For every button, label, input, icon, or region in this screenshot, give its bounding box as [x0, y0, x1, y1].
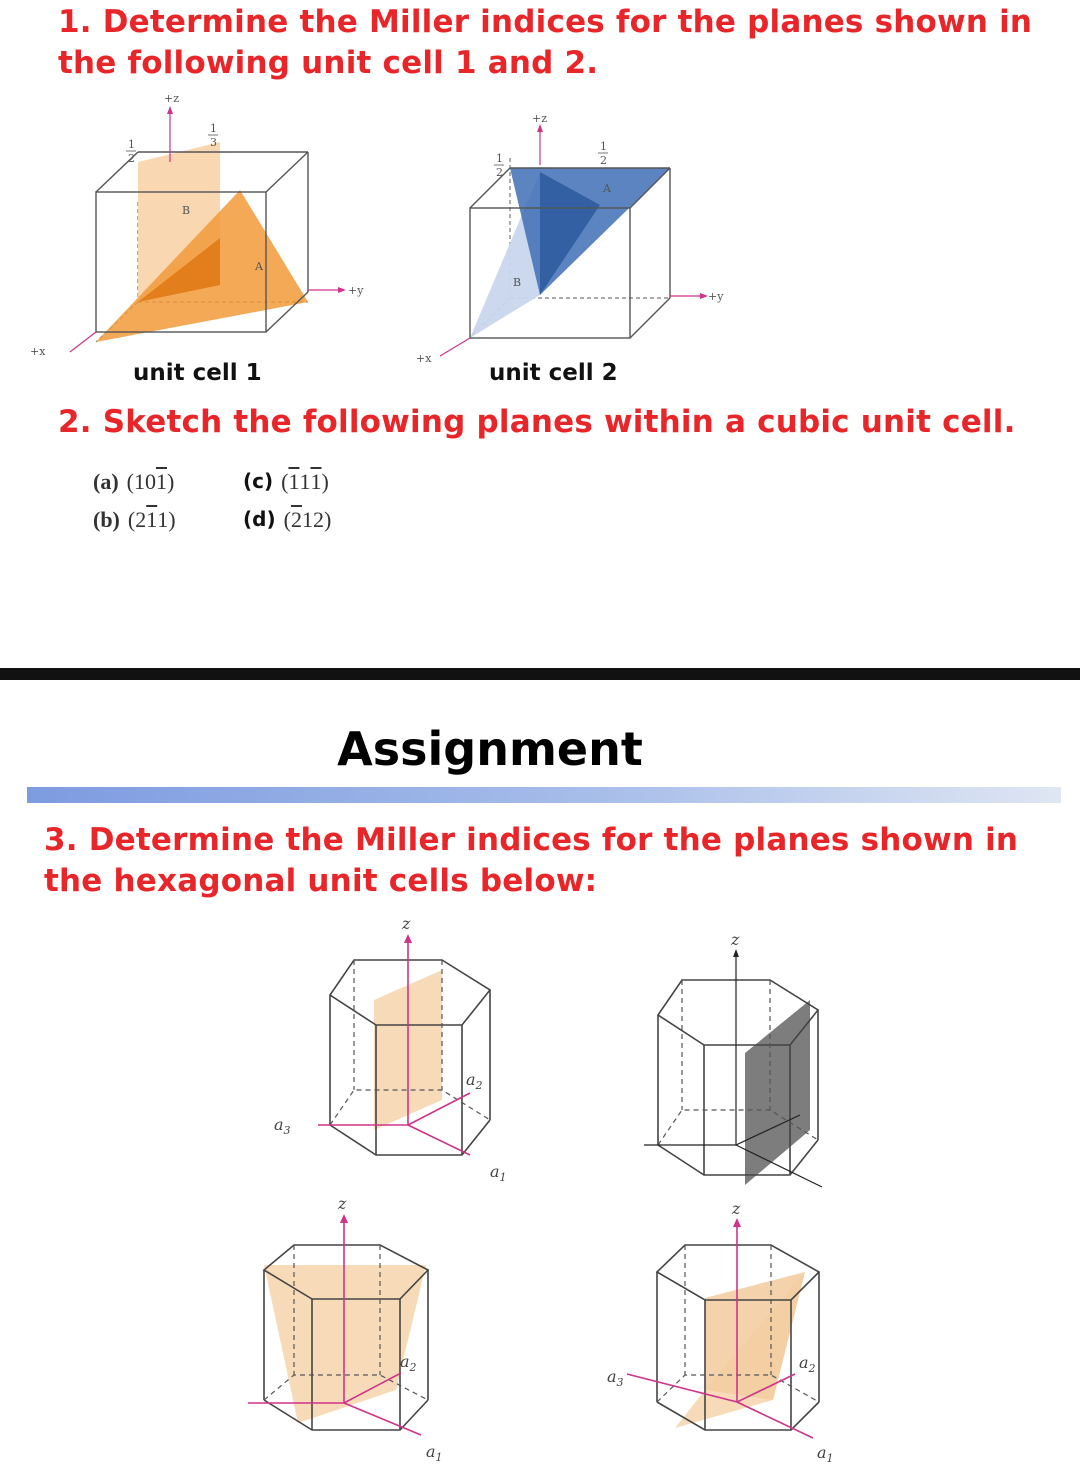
unit-cell-1-label: unit cell 1: [133, 360, 262, 386]
hex-cell-3-figure: [236, 1195, 476, 1465]
z-axis-label: z: [402, 915, 411, 933]
assignment-heading: Assignment: [337, 722, 643, 776]
plane-row: [93, 463, 393, 501]
y-axis-arrow: [700, 293, 708, 299]
fraction-third-num: 1: [210, 122, 217, 135]
fraction-half-num: 1: [128, 138, 135, 151]
x-axis-line: [70, 332, 96, 352]
z-axis-label: +z: [164, 92, 180, 105]
unit-cell-2-label: unit cell 2: [489, 360, 618, 386]
fraction-half-num: 1: [496, 152, 503, 165]
question-2-title: 2. Sketch the following planes within a cubic unit cell.: [58, 404, 1016, 440]
z-axis-arrow: [404, 934, 412, 943]
a2-axis-label: $a_2$: [466, 1070, 483, 1092]
plane-row: [93, 501, 393, 539]
plane-a-label: A: [255, 260, 263, 273]
fraction-half-den: 2: [496, 166, 503, 179]
z-axis-arrow: [167, 106, 173, 114]
z-axis-label: z: [731, 935, 740, 949]
x-axis-line: [440, 338, 470, 356]
a1-axis-label: $a_1$: [817, 1443, 834, 1465]
a3-axis-label: $a_3$: [274, 1115, 291, 1137]
plane-item-c: (c) ( 1 1 1 ): [243, 469, 329, 494]
unit-cell-2-figure: [410, 110, 740, 370]
question-3-title-line1: 3. Determine the Miller indices for the planes shown in: [44, 822, 1019, 858]
unit-cell-1-figure: [30, 90, 390, 380]
plane-list: [93, 463, 393, 539]
plane-item-a: (a) (1 0 1 ): [93, 469, 175, 494]
z-axis-arrow: [340, 1214, 348, 1223]
question-3-title: [44, 820, 1018, 902]
z-axis-arrow: [733, 1218, 741, 1227]
plane-b-label: B: [513, 276, 522, 289]
hex-cell-2-figure: [600, 935, 860, 1195]
hex-plane-shape-top: [705, 1272, 805, 1400]
plane-item-b: (b) (2 1 1): [93, 507, 176, 532]
question-1-title: [58, 2, 1032, 84]
question-1-title-line1: 1. Determine the Miller indices for the planes shown in: [58, 4, 1033, 40]
z-axis-label: z: [338, 1195, 347, 1213]
plane-a-label: A: [603, 182, 611, 195]
hex-plane-shape: [745, 1000, 810, 1185]
a2-axis-label: $a_2$: [400, 1352, 417, 1374]
hex-cell-4-figure: [605, 1200, 845, 1465]
y-axis-label: +y: [348, 284, 364, 297]
fraction-half-num-2: 1: [600, 140, 607, 153]
a3-axis-label: $a_3$: [607, 1367, 624, 1389]
plane-item-d: (d) ( 2 12): [243, 507, 332, 532]
hex-plane-shape: [264, 1265, 426, 1423]
z-axis-arrow: [733, 949, 739, 957]
accent-bar: [27, 787, 1061, 803]
fraction-third-den: 3: [210, 136, 217, 149]
x-axis-label: +x: [416, 352, 432, 365]
section-divider: [0, 668, 1080, 680]
z-axis-label: z: [732, 1200, 741, 1218]
x-axis-label: +x: [30, 345, 46, 358]
a1-axis-label: $a_1$: [426, 1442, 443, 1464]
y-axis-label: +y: [708, 290, 724, 303]
a1-axis-line: [408, 1125, 470, 1155]
question-3-title-line2: the hexagonal unit cells below:: [44, 863, 598, 899]
y-axis-arrow: [338, 287, 346, 293]
z-axis-label: +z: [532, 112, 548, 125]
plane-b-label: B: [182, 204, 191, 217]
fraction-half-den: 2: [128, 152, 135, 165]
question-1-title-line2: the following unit cell 1 and 2.: [58, 45, 599, 81]
fraction-half-den-2: 2: [600, 154, 607, 167]
a2-axis-label: $a_2$: [799, 1353, 816, 1375]
hex-cell-1-figure: [260, 915, 520, 1185]
z-axis-arrow: [537, 124, 543, 132]
a1-axis-label: $a_1$: [490, 1162, 507, 1184]
